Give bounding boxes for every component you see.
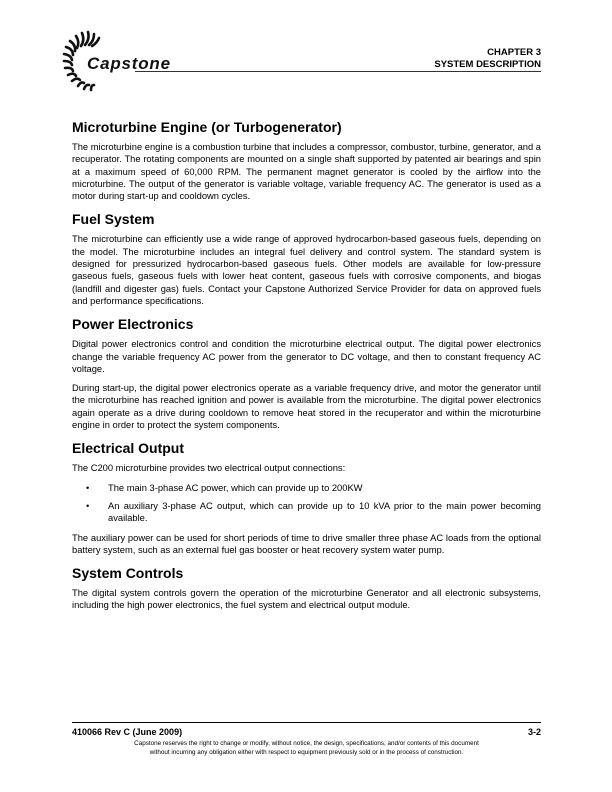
section-fuel-system bbox=[72, 210, 541, 307]
section-microturbine-engine bbox=[72, 118, 541, 202]
document-id: 410066 Rev C (June 2009) bbox=[72, 727, 183, 737]
paragraph: The C200 microturbine provides two electrical output connections: bbox=[72, 463, 346, 474]
page-number: 3-2 bbox=[527, 727, 541, 737]
chapter-heading bbox=[434, 47, 541, 71]
section-power-electronics bbox=[72, 315, 541, 431]
section-heading: Microturbine Engine (or Turbogenerator) bbox=[72, 119, 342, 135]
disclaimer-line: without incurring any obligation either with respect to equipment previously sold or in the process of construction. bbox=[149, 749, 464, 756]
paragraph: During start-up, the digital power electronics operate as a variable frequency drive, and motor the generator until the microturbine has reached ignition and power is available from the microturbine. The digital power electronics again operate as a drive during cooldown to remove heat stored in the recuperator and within the microturbine engine in order to protect the system components. bbox=[72, 383, 541, 431]
disclaimer bbox=[72, 739, 541, 757]
section-heading: Electrical Output bbox=[72, 440, 185, 457]
paragraph: The microturbine can efficiently use a wide range of approved hydrocarbon-based gaseous fuels, depending on the model. The microturbine includes an integral fuel delivery and control system. The standard system is designed for pressurized hydrocarbon-based gaseous fuels. Other models are available for low-pressure gaseous fuels, gaseous fuels with lower heat content, gaseous fuels with corrosive components, and biogas (landfill and digester gas) fuels. Contact your Capstone Authorized Service Provider for data on approved fuels and performance specifications. bbox=[72, 234, 541, 306]
chapter-title: SYSTEM DESCRIPTION bbox=[434, 59, 541, 70]
list-item-text: The main 3-phase AC power, which can provide up to 200KW bbox=[108, 482, 363, 493]
page-header bbox=[0, 0, 612, 100]
chapter-label: CHAPTER 3 bbox=[487, 47, 541, 58]
bullet-icon: • bbox=[86, 482, 90, 493]
paragraph: The digital system controls govern the operation of the microturbine Generator and all electronic subsystems, including the high power electronics, the fuel system and electrical output module. bbox=[72, 588, 541, 611]
section-heading: Power Electronics bbox=[72, 316, 194, 333]
list-item-text: An auxiliary 3-phase AC output, which can provide up to 10 kVA prior to the main power becoming available. bbox=[108, 500, 541, 524]
logo-wordmark: Capstone bbox=[87, 54, 171, 73]
section-electrical-output bbox=[72, 439, 541, 556]
list-item bbox=[72, 500, 541, 525]
capstone-logo bbox=[62, 30, 202, 94]
disclaimer-line: Capstone reserves the right to change or modify, without notice, the design, specifications, and/or contents of this document bbox=[134, 740, 479, 747]
bullet-list bbox=[72, 482, 541, 525]
section-heading: System Controls bbox=[72, 565, 184, 582]
section-heading: Fuel System bbox=[72, 211, 155, 228]
paragraph: The microturbine engine is a combustion turbine that includes a compressor, combustor, turbine, generator, and a recuperator. The rotating components are mounted on a single shaft supported by patented air bearings and spin at a maximum speed of 60,000 RPM. The permanent magnet generator is cooled by the airflow into the microturbine. The output of the generator is variable voltage, variable frequency AC. The generator is used as a motor during start-up and cooldown cycles. bbox=[72, 142, 541, 202]
page-footer bbox=[72, 722, 541, 757]
paragraph: Digital power electronics control and condition the microturbine electrical output. The digital power electronics change the variable frequency AC power from the generator to DC voltage, and then to constant frequency AC voltage. bbox=[72, 339, 541, 374]
page-body bbox=[72, 118, 541, 620]
header-divider bbox=[135, 71, 541, 72]
paragraph: The auxiliary power can be used for short periods of time to drive smaller three phase AC loads from the optional battery system, such as an external fuel gas booster or heat recovery system water pump. bbox=[72, 532, 541, 555]
section-system-controls bbox=[72, 564, 541, 612]
footer-divider bbox=[72, 722, 541, 723]
bullet-icon: • bbox=[86, 500, 90, 511]
list-item bbox=[72, 482, 541, 494]
footer-row bbox=[72, 727, 541, 738]
